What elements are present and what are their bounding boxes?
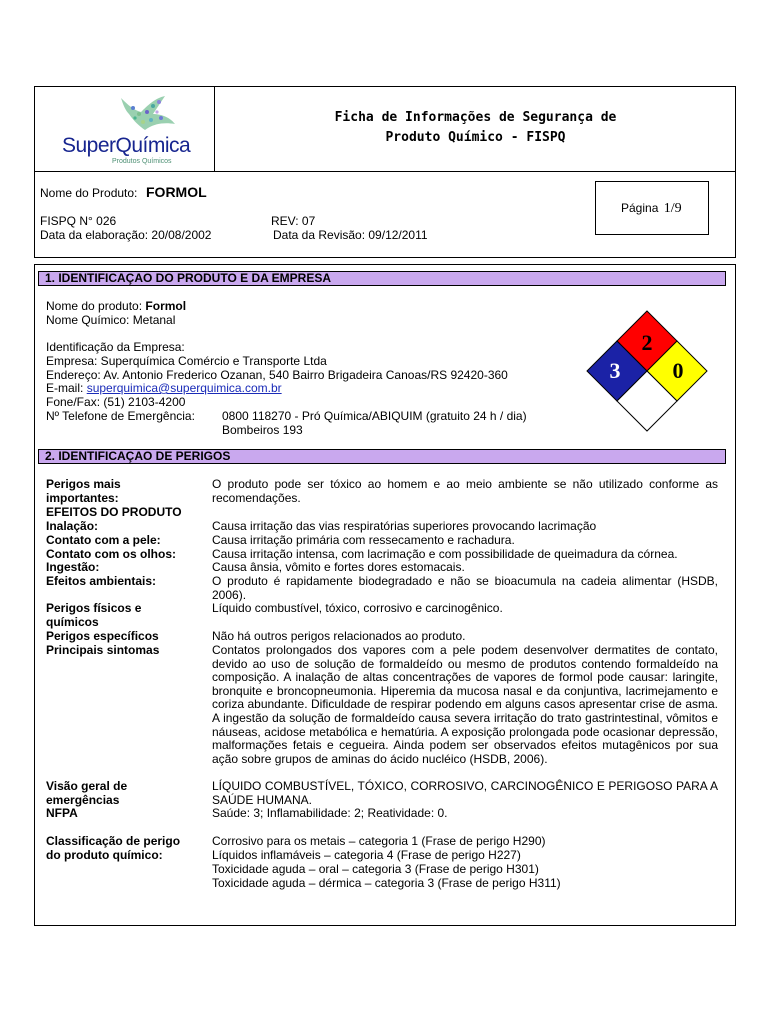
produto-label: Nome do produto: [46,299,143,313]
hazard-text-inhalation: Causa irritação das vias respiratórias superiores provocando lacrimação [212,519,597,533]
classification-item: Líquidos inflamáveis – categoria 4 (Frase de perigo H227) [212,848,521,862]
elaboration-date: Data da elaboração: 20/08/2002 [40,228,212,242]
hazard-text-classification: Corrosivo para os metais – categoria 1 (Frase de perigo H290) [212,834,546,848]
hazard-text-symptoms: Contatos prolongados dos vapores com a pele podem desenvolver dermatites de contato, devido ao uso de solução de formaldeído ou mesmo de produtos contendo formaldeído na composição. A inalação de altas concentrações de vapores de formol pode causar: laringite, bronquite e broncopneumonia. Hiperemia da mucosa nasal e da conjuntiva, lacrimejamento e coriza abundante. Dificuldade de respirar podendo em alguns casos apresentar crise de asma. A ingestão da solução de formaldeído causa severa irritação do trato gastrintestinal, vômitos e náuseas, acidose metabólica e hematúria. A exposição prolongada pode ocasionar depressão, malformações fetais e cegueira. Ainda podem ser observados efeitos mutagênicos por sua ação sobre grupos de aminas do ácido nucléico (HSDB, 2006). [212,643,718,766]
company-logo [58,94,198,166]
header-divider-v [214,86,215,172]
revision-number: REV: 07 [271,214,316,228]
hazard-label-classification: Classificação de perigo do produto químico: [46,834,181,862]
page-label [621,201,682,216]
firefighters-phone: Bombeiros 193 [222,423,303,437]
hazard-text-physical: Líquido combustível, tóxico, corrosivo e carcinogênico. [212,601,503,615]
hazard-label-specific: Perigos específicos [46,629,159,643]
nfpa-reactivity-value: 0 [672,358,684,383]
company-name: Empresa: Superquímica Comércio e Transporte Ltda [46,354,327,368]
hazard-text-nfpa: Saúde: 3; Inflamabilidade: 2; Reatividade: 0. [212,806,448,820]
phone-fax: Fone/Fax: (51) 2103-4200 [46,395,186,409]
logo-name: SuperQuímica [62,134,191,157]
hazard-text-eyes: Causa irritação intensa, com lacrimação e com possibilidade de queimadura da córnea. [212,547,678,561]
page-value: 1/9 [663,201,682,216]
company-id-heading: Identificação da Empresa: [46,340,185,354]
hazard-label-inhalation: Inalação: [46,519,99,533]
hazard-label-environmental: Efeitos ambientais: [46,574,157,588]
hazard-text-skin: Causa irritação primária com ressecamento e rachadura. [212,533,515,547]
revision-date: Data da Revisão: 09/12/2011 [273,228,428,242]
hazard-label-emergency-overview: Visão geral de emergências [46,779,128,807]
hazard-label-physical: Perigos físicos e químicos [46,601,142,629]
emergency-label: Nº Telefone de Emergência: [46,409,195,423]
chemical-name: Nome Químico: Metanal [46,313,176,327]
email-link[interactable]: superquimica@superquimica.com.br [86,381,282,395]
emergency-phone: 0800 118270 - Pró Química/ABIQUIM (gratuito 24 h / dia) [222,409,527,423]
product-effects-heading: EFEITOS DO PRODUTO [46,505,182,519]
hazard-label-symptoms: Principais sintomas [46,643,160,657]
classification-item: Toxicidade aguda – oral – categoria 3 (Frase de perigo H301) [212,862,539,876]
product-name-label: Nome do Produto: [40,186,138,200]
hazard-label-eyes: Contato com os olhos: [46,547,176,561]
product-name-line [46,299,186,313]
document-title-line1: Ficha de Informações de Segurança de [334,110,617,125]
section1-heading: 1. IDENTIFICAÇAO DO PRODUTO E DA EMPRESA [38,271,726,286]
hazard-text-environmental: O produto é rapidamente biodegradado e não se bioacumula na cadeia alimentar (HSDB, 2006). [212,574,718,602]
email-line [46,381,282,395]
header-divider-h [34,171,736,172]
hazard-text-important: O produto pode ser tóxico ao homem e ao meio ambiente se não utilizado conforme as recomendações. [212,477,718,505]
email-label: E-mail: [46,381,84,395]
nfpa-flammability-value: 2 [641,330,653,355]
logo-tagline: Produtos Químicos [112,158,172,165]
company-address: Endereço: Av. Antonio Frederico Ozanan, 540 Bairro Brigadeira Canoas/RS 92420-360 [46,368,508,382]
product-name-value: FORMOL [146,184,207,200]
bird-logo-icon [113,94,183,136]
produto-value: Formol [145,299,187,313]
hazard-text-ingestion: Causa ânsia, vômito e fortes dores estomacais. [212,560,465,574]
hazard-text-specific: Não há outros perigos relacionados ao produto. [212,629,466,643]
hazard-text-emergency-overview: LÍQUIDO COMBUSTÍVEL, TÓXICO, CORROSIVO, CARCINOGÊNICO E PERIGOSO PARA A SAÚDE HUMANA. [212,779,718,807]
hazard-label-nfpa: NFPA [46,806,78,820]
classification-item: Toxicidade aguda – dérmica – categoria 3 (Frase de perigo H311) [212,876,561,890]
page-label-text: Página [621,201,659,215]
nfpa-diamond-icon [584,308,710,434]
nfpa-health-value: 3 [609,358,621,383]
hazard-label-ingestion: Ingestão: [46,560,100,574]
section2-heading: 2. IDENTIFICAÇAO DE PERIGOS [38,449,726,464]
document-title-line2: Produto Químico - FISPQ [385,130,566,145]
fispq-number: FISPQ N° 026 [40,214,117,228]
hazard-label-important: Perigos mais importantes: [46,477,121,505]
hazard-label-skin: Contato com a pele: [46,533,161,547]
